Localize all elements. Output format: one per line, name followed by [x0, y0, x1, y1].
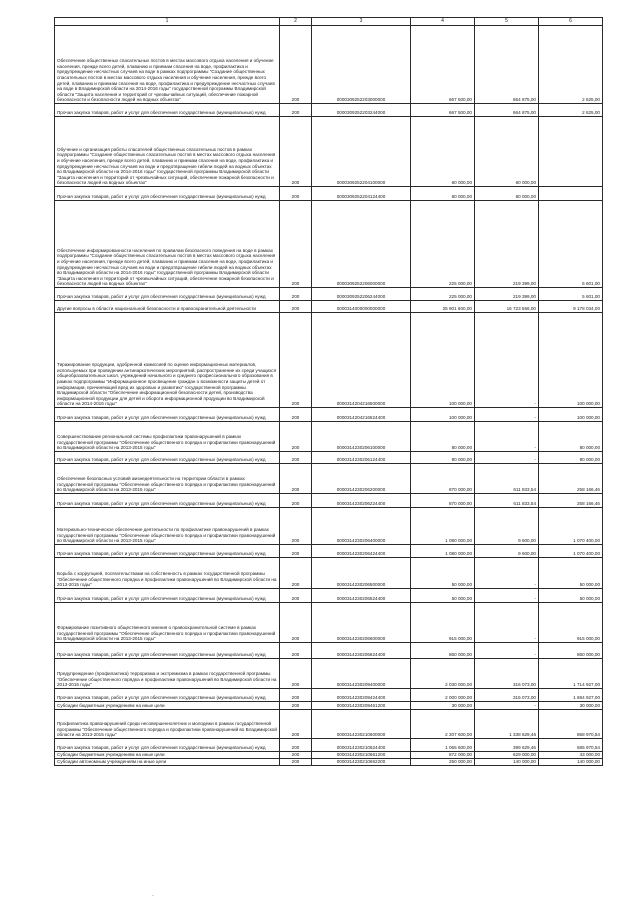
row-executed-cell: 16 723 566,00 [475, 301, 539, 313]
header-col-3: 3 [312, 18, 411, 26]
header-col-4: 4 [411, 18, 475, 26]
row-grbs-cell: 200 [280, 643, 312, 659]
row-approved-cell: 2 207 600,00 [411, 710, 475, 739]
table-row [55, 739, 603, 752]
row-grbs-cell: 200 [280, 710, 312, 739]
row-name-cell: Прочая закупка товаров, работ и услуг для обеспечения государственных (муниципальных) нужд [55, 545, 280, 558]
row-remaining-cell [539, 187, 603, 201]
row-code-cell: 0000314230206400000 [312, 508, 411, 545]
row-grbs-cell: 200 [280, 545, 312, 558]
row-grbs-cell: 200 [280, 508, 312, 545]
row-grbs-cell: 200 [280, 558, 312, 589]
row-remaining-cell: 1 714 927,00 [539, 659, 603, 689]
header-col-1: 1 [55, 18, 280, 26]
row-executed-cell: 140 000,00 [475, 759, 539, 766]
row-executed-cell: 219 399,00 [475, 201, 539, 288]
row-approved-cell: 225 000,00 [411, 201, 475, 288]
row-remaining-cell: 80 000,00 [539, 422, 603, 452]
row-code-cell: 0000314230206524400 [312, 589, 411, 603]
row-executed-cell: 316 073,00 [475, 659, 539, 689]
header-col-5: 5 [475, 18, 539, 26]
row-name-cell: Прочая закупка товаров, работ и услуг для обеспечения государственных (муниципальных) нужд [55, 187, 280, 201]
row-code-cell: 0000309252206000000 [312, 201, 411, 288]
row-grbs-cell: 200 [280, 759, 312, 766]
row-grbs-cell: 200 [280, 288, 312, 301]
row-grbs-cell: 200 [280, 313, 312, 408]
row-grbs-cell: 200 [280, 187, 312, 201]
row-approved-cell: 80 000,00 [411, 422, 475, 452]
row-approved-cell: 915 000,00 [411, 603, 475, 643]
row-approved-cell: 50 000,00 [411, 558, 475, 589]
row-code-cell: 0000314000000000000 [312, 301, 411, 313]
table-row [55, 558, 603, 589]
row-remaining-cell: 43 000,00 [539, 752, 603, 759]
row-code-cell: 0000314230206624400 [312, 643, 411, 659]
row-grbs-cell: 200 [280, 689, 312, 702]
row-remaining-cell: 258 166,46 [539, 494, 603, 508]
row-approved-cell: 870 000,00 [411, 464, 475, 494]
row-remaining-cell: 860 000,00 [539, 643, 603, 659]
row-grbs-cell: 200 [280, 659, 312, 689]
row-name-cell: Профилактика правонарушений среди несовершеннолетних и молодежи в рамках государственной программы "Обеспечение общественного порядка и профилактики правонарушений во Владимирской области на 2013-2015 годы" [55, 710, 280, 739]
row-code-cell: 0000314230206424400 [312, 545, 411, 558]
row-grbs-cell: 200 [280, 301, 312, 313]
table-row [55, 508, 603, 545]
table-row [55, 603, 603, 643]
row-approved-cell: 80 000,00 [411, 452, 475, 464]
row-name-cell: Прочая закупка товаров, работ и услуг для обеспечения государственных (муниципальных) нужд [55, 104, 280, 117]
row-approved-cell: 60 000,00 [411, 187, 475, 201]
row-approved-cell: 2 000 000,00 [411, 689, 475, 702]
row-grbs-cell: 200 [280, 26, 312, 104]
row-executed-cell: 9 600,00 [475, 545, 539, 558]
row-name-cell: Прочая закупка товаров, работ и услуг для обеспечения государственных (муниципальных) нужд [55, 408, 280, 422]
row-remaining-cell: 1 684 927,00 [539, 689, 603, 702]
table-row [55, 710, 603, 739]
row-executed-cell: 664 875,00 [475, 26, 539, 104]
row-remaining-cell: 258 166,46 [539, 464, 603, 494]
row-executed-cell: 315 073,00 [475, 689, 539, 702]
table-row [55, 422, 603, 452]
table-row [55, 452, 603, 464]
row-code-cell: 0000314230210661200 [312, 752, 411, 759]
row-name-cell: Обеспечение безопасных условий жизнедеятельности на территории области в рамках государственной программы "Обеспечение общественного порядка и профилактики правонарушений во Владимирской области на 2013-2015 годы" [55, 464, 280, 494]
row-remaining-cell: 50 000,00 [539, 589, 603, 603]
row-code-cell: 0000309252206244000 [312, 288, 411, 301]
table-header-row [55, 18, 603, 26]
table-row [55, 408, 603, 422]
table-row [55, 752, 603, 759]
row-executed-cell: 1 338 629,46 [475, 710, 539, 739]
row-name-cell: Обеспечение общественных спасательных постов в местах массового отдыха населения и обучение населения, прежде всего детей, плаванию и приемам спасения на воде, профилактика и предупреждение несчастных случаев на воде в рамках подпрограммы "Создание общественных спасательных постов в местах массового отдыха населения и обучение населения, прежде всего детей, плаванию и приемам спасения на воде, профилактика и предупреждение несчастных случаев на воде в Владимирской области на 2014-2016 годы" государственной программы Владимирской области "Защита населения и территорий от чрезвычайных ситуаций, обеспечение пожарной безопасности и безопасности людей на водных объектах" [55, 26, 280, 104]
table-row [55, 589, 603, 603]
row-approved-cell: 1 080 000,00 [411, 545, 475, 558]
row-name-cell: Другие вопросы в области национальной безопасности и правоохранительной деятельности [55, 301, 280, 313]
row-code-cell: 0000314230209424400 [312, 689, 411, 702]
row-grbs-cell: 200 [280, 589, 312, 603]
row-remaining-cell: 80 000,00 [539, 452, 603, 464]
row-code-cell: 0000314230210600000 [312, 710, 411, 739]
row-approved-cell: 1 065 600,00 [411, 739, 475, 752]
row-executed-cell: - [475, 422, 539, 452]
row-code-cell: 0000309252204124400 [312, 187, 411, 201]
row-code-cell: 0000314204216524400 [312, 408, 411, 422]
row-name-cell: Субсидии автономным учреждениям на иные цели [55, 759, 280, 766]
row-grbs-cell: 200 [280, 464, 312, 494]
row-remaining-cell: 5 601,00 [539, 288, 603, 301]
row-grbs-cell: 200 [280, 201, 312, 288]
row-approved-cell: 1 080 000,00 [411, 508, 475, 545]
row-name-cell: Прочая закупка товаров, работ и услуг для обеспечения государственных (муниципальных) нужд [55, 739, 280, 752]
row-grbs-cell: 200 [280, 104, 312, 117]
row-executed-cell: - [475, 589, 539, 603]
row-remaining-cell: 5 601,00 [539, 201, 603, 288]
row-code-cell: 0000314230206100000 [312, 422, 411, 452]
row-code-cell: 0000314230210662200 [312, 759, 411, 766]
row-name-cell: Прочая закупка товаров, работ и услуг для обеспечения государственных (муниципальных) нужд [55, 288, 280, 301]
row-executed-cell: 611 833,54 [475, 494, 539, 508]
table-row [55, 494, 603, 508]
row-code-cell: 0000314230210624400 [312, 739, 411, 752]
budget-table-sheet [54, 17, 602, 766]
row-name-cell: Прочая закупка товаров, работ и услуг для обеспечения государственных (муниципальных) нужд [55, 494, 280, 508]
row-approved-cell: 25 901 600,00 [411, 301, 475, 313]
row-remaining-cell: 915 000,00 [539, 603, 603, 643]
header-col-2: 2 [280, 18, 312, 26]
table-row [55, 689, 603, 702]
row-code-cell: 0000309252204100000 [312, 117, 411, 187]
row-approved-cell: 100 000,00 [411, 313, 475, 408]
row-code-cell: 0000314230206600000 [312, 603, 411, 643]
row-name-cell: Совершенствование региональной системы профилактики правонарушений в рамках государственной программы "Обеспечение общественного порядка и профилактики правонарушений во Владимирской области на 2013-2015 годы" [55, 422, 280, 452]
row-remaining-cell: 50 000,00 [539, 558, 603, 589]
budget-table [54, 17, 603, 766]
row-approved-cell: 60 000,00 [411, 117, 475, 187]
row-remaining-cell: 100 000,00 [539, 408, 603, 422]
row-name-cell: Формирование позитивного общественного мнения о правоохранительной системе в рамках государственной программы "Обеспечение общественного порядка и профилактики правонарушений во Владимирской области на 2013-2015 годы" [55, 603, 280, 643]
row-code-cell: 0000314230209461200 [312, 702, 411, 710]
table-row [55, 117, 603, 187]
page-mark: · [152, 893, 154, 899]
row-code-cell: 0000309252203000000 [312, 26, 411, 104]
row-executed-cell: - [475, 603, 539, 643]
row-approved-cell: 2 030 000,00 [411, 659, 475, 689]
row-remaining-cell [539, 117, 603, 187]
row-approved-cell: 225 000,00 [411, 288, 475, 301]
row-code-cell: 0000314230206500000 [312, 558, 411, 589]
row-code-cell: 0000309252203244000 [312, 104, 411, 117]
table-row [55, 301, 603, 313]
table-row [55, 26, 603, 104]
row-executed-cell: 9 600,00 [475, 508, 539, 545]
row-name-cell: Предупреждение (профилактика) терроризма и экстремизма в рамках государственной программы "Обеспечение общественного порядка и профилактики правонарушений во Владимирской области на 2013-2015 годы" [55, 659, 280, 689]
row-executed-cell: - [475, 643, 539, 659]
row-remaining-cell: 30 000,00 [539, 702, 603, 710]
row-remaining-cell: 868 970,54 [539, 710, 603, 739]
row-approved-cell: 860 000,00 [411, 643, 475, 659]
row-grbs-cell: 200 [280, 422, 312, 452]
row-approved-cell: 872 000,00 [411, 752, 475, 759]
table-row [55, 659, 603, 689]
row-name-cell: Прочая закупка товаров, работ и услуг для обеспечения государственных (муниципальных) нужд [55, 643, 280, 659]
table-row [55, 201, 603, 288]
row-name-cell: Обучение и организация работы спасателей общественных спасательных постов в рамках подпрограммы "Создание общественных спасательных постов в местах массового отдыха населения и обучение населения, прежде всего детей, плаванию и приемам спасения на воде, профилактика и предупреждение несчастных случаев на воде и предотвращение гибели людей на водных объектах во Владимирской области на 2014-2016 годы" государственной программы Владимирской области "Защита населения и территорий от чрезвычайных ситуаций, обеспечение пожарной безопасности и безопасности людей на водных объектах" [55, 117, 280, 187]
table-row [55, 313, 603, 408]
row-name-cell: Прочая закупка товаров, работ и услуг для обеспечения государственных (муниципальных) нужд [55, 689, 280, 702]
table-row [55, 759, 603, 766]
row-name-cell: Прочая закупка товаров, работ и услуг для обеспечения государственных (муниципальных) нужд [55, 452, 280, 464]
row-approved-cell: 250 000,00 [411, 759, 475, 766]
row-executed-cell: 60 000,00 [475, 187, 539, 201]
row-approved-cell: 870 000,00 [411, 494, 475, 508]
row-remaining-cell: 685 970,54 [539, 739, 603, 752]
row-code-cell: 0000314230209400000 [312, 659, 411, 689]
row-grbs-cell: 200 [280, 117, 312, 187]
row-executed-cell: 60 000,00 [475, 117, 539, 187]
row-code-cell: 0000314204216500000 [312, 313, 411, 408]
row-grbs-cell: 200 [280, 702, 312, 710]
row-executed-cell: - [475, 408, 539, 422]
row-code-cell: 0000314230206200000 [312, 464, 411, 494]
row-remaining-cell: 2 625,00 [539, 26, 603, 104]
table-row [55, 104, 603, 117]
row-name-cell: Тиражирование продукции, одобренной комиссией по оценке информационных материалов, используемых при проведении антинаркотических мероприятий, распространение их среди учащихся общеобразовательных школ, учреждений начального и среднего профессионального образования в рамках подпрограммы "Информационное просвещение граждан о возможности защиты детей от информации, причиняющей вред их здоровью и развитию" государственной программы Владимирской области "Обеспечение информационной безопасности детей, производства информационной продукции для детей и оборота информационной продукции во Владимирской области на 2014-2016 годы" [55, 313, 280, 408]
row-approved-cell: 667 500,00 [411, 104, 475, 117]
header-col-6: 6 [539, 18, 603, 26]
row-approved-cell: 50 000,00 [411, 589, 475, 603]
table-row [55, 643, 603, 659]
row-executed-cell: 629 000,00 [475, 752, 539, 759]
row-executed-cell: - [475, 702, 539, 710]
table-row [55, 288, 603, 301]
row-grbs-cell: 200 [280, 752, 312, 759]
table-row [55, 702, 603, 710]
row-code-cell: 0000314230206124400 [312, 452, 411, 464]
row-grbs-cell: 200 [280, 408, 312, 422]
row-remaining-cell: 1 070 400,00 [539, 545, 603, 558]
table-row [55, 545, 603, 558]
row-approved-cell: 100 000,00 [411, 408, 475, 422]
row-name-cell: Материально-техническое обеспечение деятельности по профилактике правонарушений в рамках государственной программы "Обеспечение общественного порядка и профилактики правонарушений во Владимирской области на 2013-2015 годы" [55, 508, 280, 545]
row-grbs-cell: 200 [280, 452, 312, 464]
row-executed-cell: - [475, 452, 539, 464]
row-remaining-cell: 1 070 400,00 [539, 508, 603, 545]
row-grbs-cell: 200 [280, 739, 312, 752]
table-row [55, 464, 603, 494]
row-remaining-cell: 100 000,00 [539, 313, 603, 408]
row-grbs-cell: 200 [280, 603, 312, 643]
row-remaining-cell: 2 625,00 [539, 104, 603, 117]
row-name-cell: Субсидии бюджетным учреждениям на иные цели [55, 702, 280, 710]
row-executed-cell: - [475, 313, 539, 408]
row-approved-cell: 667 500,00 [411, 26, 475, 104]
table-row [55, 187, 603, 201]
row-grbs-cell: 200 [280, 494, 312, 508]
row-executed-cell: 611 833,54 [475, 464, 539, 494]
row-executed-cell: 219 399,00 [475, 288, 539, 301]
row-name-cell: Обеспечение информированности населения по правилам безопасного поведения на воде в рамках подпрограммы "Создание общественных спасательных постов в местах массового отдыха населения и обучение населения, прежде всего детей, плаванию и приемам спасения на воде, профилактика и предупреждение несчастных случаев на воде и предотвращение гибели людей на водных объектах во Владимирской области на 2014-2016 годы" государственной программы Владимирской области "Защита населения и территорий от чрезвычайных ситуаций, обеспечение пожарной безопасности и безопасности людей на водных объектах" [55, 201, 280, 288]
row-remaining-cell: 9 178 034,00 [539, 301, 603, 313]
row-approved-cell: 30 000,00 [411, 702, 475, 710]
row-name-cell: Борьба с коррупцией, посягательствами на собственность в рамках государственной программы "Обеспечение общественного порядка и профилактики правонарушений во Владимирской области на 2013-2015 годы" [55, 558, 280, 589]
row-remaining-cell: 140 000,00 [539, 759, 603, 766]
row-name-cell: Субсидии бюджетным учреждениям на иные цели [55, 752, 280, 759]
row-code-cell: 0000314230206224400 [312, 494, 411, 508]
row-executed-cell: 664 875,00 [475, 104, 539, 117]
row-name-cell: Прочая закупка товаров, работ и услуг для обеспечения государственных (муниципальных) нужд [55, 589, 280, 603]
row-executed-cell: - [475, 558, 539, 589]
row-executed-cell: 399 629,46 [475, 739, 539, 752]
